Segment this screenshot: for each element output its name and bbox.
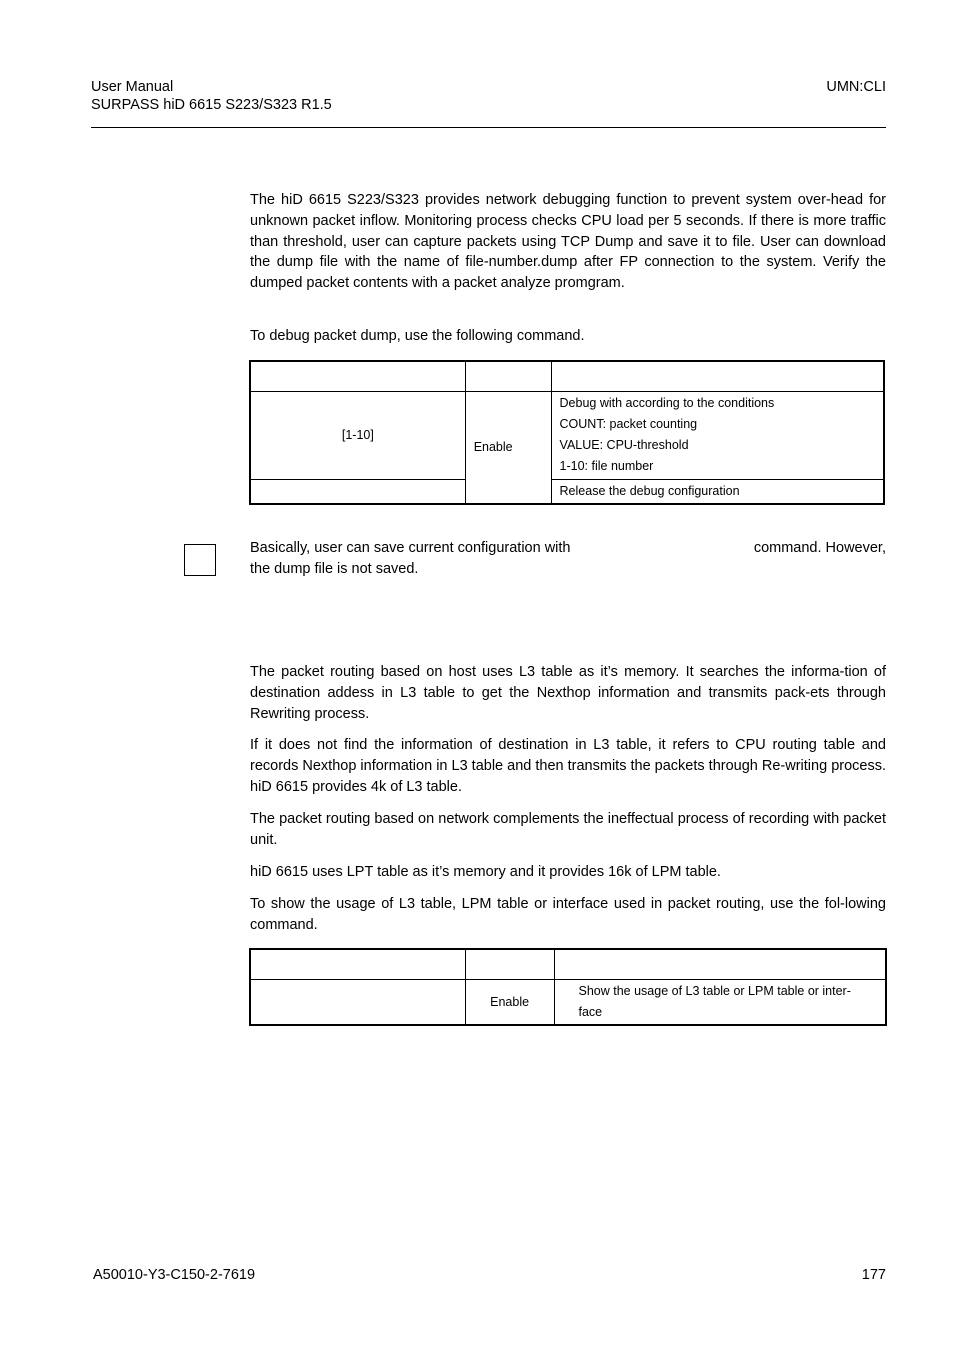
routing-paragraph-4: hiD 6615 uses LPT table as it’s memory and it provides 16k of LPM table. (250, 864, 721, 880)
description-cell (554, 979, 886, 1025)
description-line: COUNT: packet counting (559, 417, 698, 432)
description-line: face (578, 1004, 603, 1019)
routing-paragraph-5: To show the usage of L3 table, LPM table or interface used in packet routing, use the fol-lowing command. (250, 896, 886, 933)
debug-intro-paragraph: The hiD 6615 S223/S323 provides network debugging function to prevent system over-head for unknown packet inflow. Monitoring process checks CPU load per 5 seconds. If there is more traffic than threshold, user can capture packets using TCP Dump and save it to file. User can download the dump file with the name of file-number.dump after FP connection to the system. Verify the dumped packet contents with a packet analyze promgram. (250, 192, 886, 292)
description-cell: Release the debug configuration (551, 479, 884, 504)
header-cell-command (250, 361, 465, 391)
description-cell (551, 391, 884, 479)
routing-paragraph-3: The packet routing based on network complements the ineffectual process of recording with packet unit. (250, 811, 886, 848)
page-number: 177 (861, 1267, 886, 1283)
description-line: Show the usage of L3 table or LPM table or inter- (578, 983, 851, 998)
command-cell: [1-10] (250, 391, 465, 479)
table-row (250, 479, 884, 504)
table-header-row (250, 949, 886, 979)
note-text-part1: Basically, user can save current configuration with (250, 540, 571, 556)
note-icon (184, 544, 216, 576)
table-row (250, 391, 884, 479)
note-text-part2: command. However, (753, 540, 886, 556)
product-title: SURPASS hiD 6615 S223/S323 R1.5 (91, 97, 332, 113)
doc-code: UMN:CLI (826, 79, 886, 95)
table-header-row (250, 361, 884, 391)
routing-paragraph-1: The packet routing based on host uses L3 table as it’s memory. It searches the informa-tion of destination addess in L3 table to get the Nexthop information and transmits pack-ets through Rewriting process. (250, 664, 886, 722)
show-usage-command-table (249, 948, 887, 1026)
header-cell-mode (465, 949, 554, 979)
header-cell-description (554, 949, 886, 979)
note-text (250, 538, 886, 580)
debug-command-table (249, 360, 885, 505)
debug-lead-in: To debug packet dump, use the following command. (250, 328, 585, 344)
description-line: 1-10: file number (559, 458, 654, 473)
header-cell-description (551, 361, 884, 391)
running-header (91, 78, 332, 114)
description-line: Debug with according to the conditions (559, 396, 775, 411)
command-cell (250, 979, 465, 1025)
manual-title: User Manual (91, 79, 174, 95)
document-number: A50010-Y3-C150-2-7619 (93, 1267, 256, 1283)
description-line: VALUE: CPU-threshold (559, 438, 689, 452)
mode-cell: Enable (465, 391, 551, 504)
note-text-line2: the dump file is not saved. (250, 561, 419, 577)
mode-cell: Enable (465, 979, 554, 1025)
routing-paragraph-2: If it does not find the information of destination in L3 table, it refers to CPU routing table and records Nexthop information in L3 table and then transmits the packets through Re-writing process. hiD 6615 provides 4k of L3 table. (250, 737, 886, 795)
header-cell-command (250, 949, 465, 979)
table-row (250, 979, 886, 1025)
header-cell-mode (465, 361, 551, 391)
command-cell (250, 479, 465, 504)
header-divider (91, 127, 886, 128)
